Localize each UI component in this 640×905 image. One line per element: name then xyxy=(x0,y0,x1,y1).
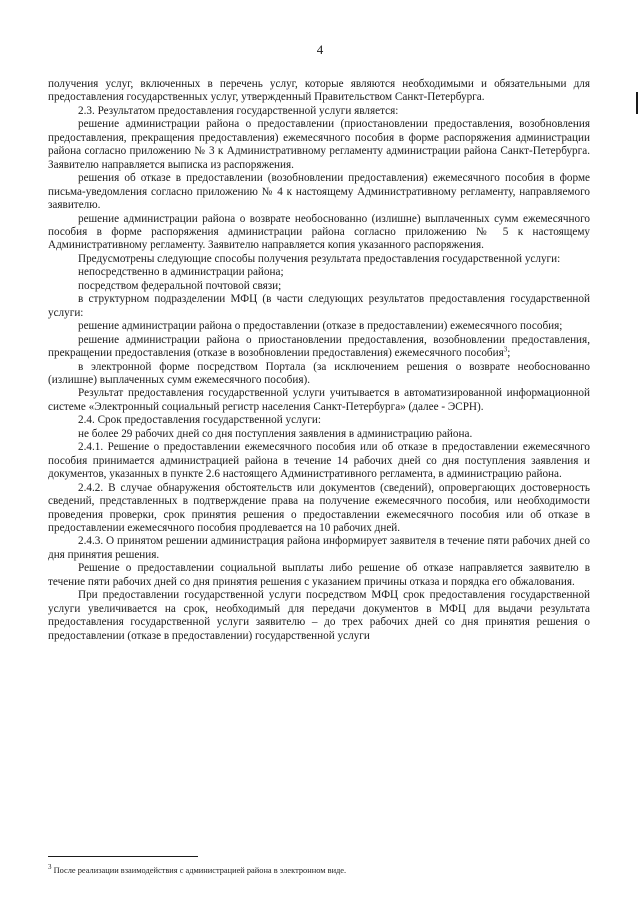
footnote-divider xyxy=(48,856,198,857)
paragraph-2-4-heading: 2.4. Срок предоставления государственной услуги: xyxy=(78,414,321,427)
paragraph-decision-notice: Решение о предоставлении социальной выплаты либо решение об отказе направляется заявителю в течение пяти рабочих дней со дня принятия решения с указанием причины отказа и порядка его обжалования. xyxy=(48,562,590,588)
page-number: 4 xyxy=(316,42,324,57)
paragraph-delivery-methods: Предусмотрены следующие способы получения результата предоставления государственной услуги: xyxy=(78,252,561,265)
list-item-mfc-grant: решение администрации района о предоставлении (отказе в предоставлении) ежемесячного пособия; xyxy=(78,320,563,333)
scan-edge-mark xyxy=(630,92,638,114)
list-item-mfc-suspension xyxy=(48,334,590,361)
paragraph-result-refund: решение администрации района о возврате необоснованно (излишне) выплаченных сумм ежемесячного пособия в форме распоряжения администрации района согласно приложению № 5 к настоящему Административному регламенту. Заявителю направляется копия указанного распоряжения. xyxy=(48,212,590,252)
footnote-marker: 3 xyxy=(48,863,52,872)
paragraph-term-29-days: не более 29 рабочих дней со дня поступления заявления в администрацию района. xyxy=(78,427,473,440)
paragraph-2-3-heading: 2.3. Результатом предоставления государственной услуги является: xyxy=(78,104,399,117)
footnote xyxy=(48,863,590,876)
paragraph-mfc-term: При предоставлении государственной услуги посредством МФЦ срок предоставления государственной услуги увеличивается на срок, необходимый для передачи документов в МФЦ для выдачи результата предоставления государственной услуги заявителю – до трех рабочих дней со дня принятия решения о предоставлении (отказе в предоставлении) государственной услуги xyxy=(48,589,590,642)
footnote-ref-3: 3 xyxy=(503,345,508,354)
paragraph-2-4-3: 2.4.3. О принятом решении администрация района информирует заявителя в течение пяти рабочих дней со дня принятия решения. xyxy=(48,535,590,561)
suspension-end: ; xyxy=(507,347,511,360)
paragraph-2-4-1: 2.4.1. Решение о предоставлении ежемесячного пособия или об отказе в предоставлении ежемесячного пособия принимается администрацией района в течение 14 рабочих дней со дня поступления заявления и документов, указанных в пункте 2.6 настоящего Административного регламента, в администрацию района. xyxy=(48,441,590,481)
paragraph-continuation: получения услуг, включенных в перечень услуг, которые являются необходимыми и обязательными для предоставления государственных услуг, утвержденный Правительством Санкт-Петербурга. xyxy=(48,78,590,104)
list-item-mfc: в структурном подразделении МФЦ (в части следующих результатов предоставления государственной услуги: xyxy=(48,293,590,319)
paragraph-2-4-2: 2.4.2. В случае обнаружения обстоятельств или документов (сведений), опровергающих достоверность сведений, представленных в подтверждение права на получение ежемесячного пособия, или необходимости проведения проверки, срок принятия решения о предоставлении ежемесячного пособия или об отказе в предоставлении ежемесячного пособия продлевается на 10 рабочих дней. xyxy=(48,481,590,534)
list-item-in-person: непосредственно в администрации района; xyxy=(78,266,284,279)
paragraph-result-grant: решение администрации района о предоставлении (приостановлении предоставления, возобновления предоставления, прекращения предоставления) ежемесячного пособия в форме распоряжения администрации района согласно приложению № 3 к Административному регламенту администрации района Санкт-Петербурга. Заявителю направляется выписка из распоряжения. xyxy=(48,118,590,171)
list-item-portal: в электронной форме посредством Портала (за исключением решения о возврате необоснованно (излишне) выплаченных сумм ежемесячного пособия). xyxy=(48,360,590,386)
paragraph-result-refusal: решения об отказе в предоставлении (возобновлении предоставления) ежемесячного пособия в форме письма-уведомления согласно приложению № 4 к настоящему Административному регламенту, направляемого заявителю. xyxy=(48,172,590,212)
suspension-text: решение администрации района о приостановлении предоставления, возобновлении предоставления, прекращении предоставления (отказе в возобновлении предоставления) ежемесячного пособия xyxy=(48,333,590,360)
list-item-post: посредством федеральной почтовой связи; xyxy=(78,279,282,292)
document-body xyxy=(48,78,590,643)
footnote-text: После реализации взаимодействия с администрацией района в электронном виде. xyxy=(53,866,347,875)
paragraph-esrn: Результат предоставления государственной услуги учитывается в автоматизированной информационной системе «Электронный социальный регистр населения Санкт-Петербурга» (далее - ЭСРН). xyxy=(48,387,590,413)
